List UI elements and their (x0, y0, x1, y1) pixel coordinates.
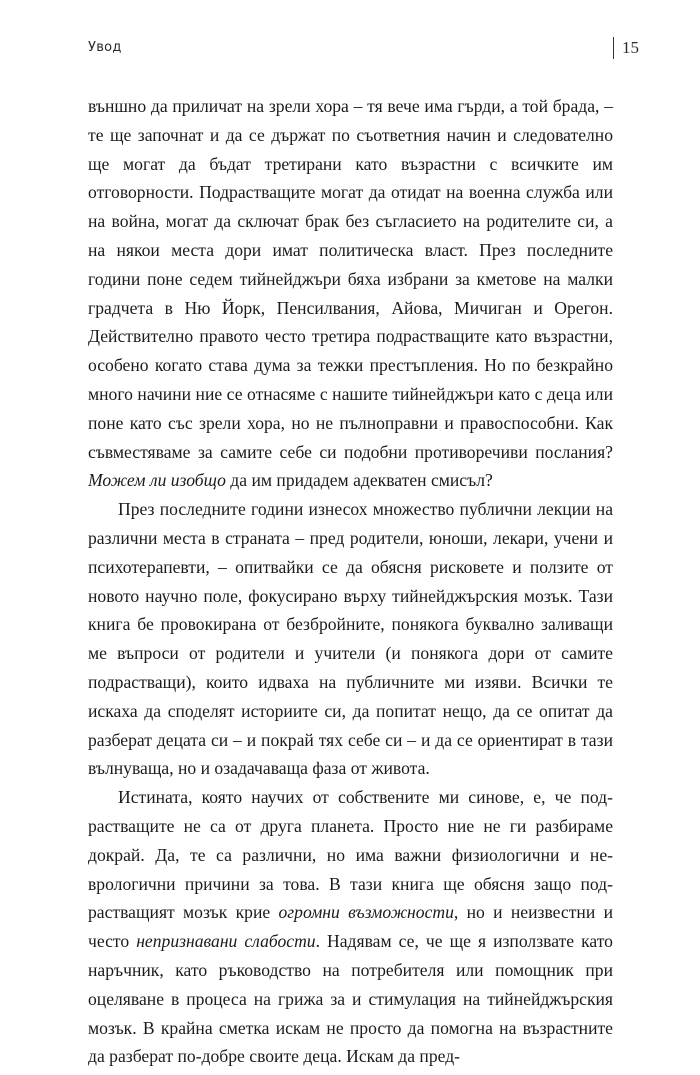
paragraph-text: външно да приличат на зрели хора – тя вече има гърди, а той брада, – те ще започнат и да се държат по съответния начин и следователно ще могат да бъдат третирани като възрастни с всичките им отговорности. Подрастващите могат да отидат на военна служба или на война, могат да сключат брак без съгласието на родителите си, а на някои места дори имат политическа власт. През последните години поне седем тийнейджъри бяха избрани за кметове на малки градчета в Ню Йорк, Пенсилвания, Айова, Мичиган и Орегон. Действително правото често третира подрастващите като възрастни, особено когато става дума за тежки престъпления. Но по безкрайно много начини ние се отнасяме с нашите тийнейджъри като с деца или поне като със зрели хора, но не пълноправни и правоспособни. Как съвместяваме за самите себе си подобни противоречиви послания? (88, 96, 613, 462)
page-number: 15 (622, 38, 639, 57)
paragraph-2 (88, 495, 613, 783)
running-head-title: Увод (88, 40, 122, 55)
paragraph-text: да им придадем адекватен смисъл? (225, 470, 493, 491)
paragraph-text: През последните години изнесох множество публични лекции на различни места в страната – пред родители, юноши, лекари, учени и психотерапевти, – опитвайки се да обясня рисковете и ползите от новото научно поле, фокусирано върху тийнейджърския мозък. Тази книга бе провокирана от безбройните, понякога буквално заливащи ме въпроси от родители и учители (и понякога дори от самите подрастващи), които идваха на публичните ми изяви. Всички те искаха да споделят историите си, да попитат нещо, да се опитат да разберат децата си – и покрай тях себе си – и да се ориентират в тази вълнуваща, но и озадачаваща фаза от живота. (88, 499, 613, 779)
paragraph-italic-text: Можем ли изобщо (88, 470, 226, 491)
body-text (88, 92, 613, 1071)
page-number-block (613, 36, 639, 60)
paragraph-text: , но и неизвестни и често (88, 902, 613, 952)
paragraph-text: . Надявам се, че ще я използвате като наръчник, като ръководство на потребителя или помощник при оцеляване в процеса на грижа за и стимулация на тийнейджърския мозък. В крайна сметка искам не просто да помогна на възрастните да разберат по-добре своите деца. Искам да пред- (88, 931, 613, 1067)
paragraph-1 (88, 92, 613, 495)
paragraph-italic-text: огромни възможности (278, 902, 454, 923)
paragraph-text: Истината, която научих от собствените ми синове, е, че подрастващите не са от друга планета. Просто ние не ги разбираме докрай. Да, те са различни, но има важни физиологични и неврологични причини за това. В тази книга ще обясня защо подрастващият мозък крие (88, 787, 613, 923)
page-number-rule (613, 37, 614, 59)
paragraph-italic-text: непризнавани слабости (136, 931, 316, 952)
paragraph-3 (88, 783, 613, 1071)
